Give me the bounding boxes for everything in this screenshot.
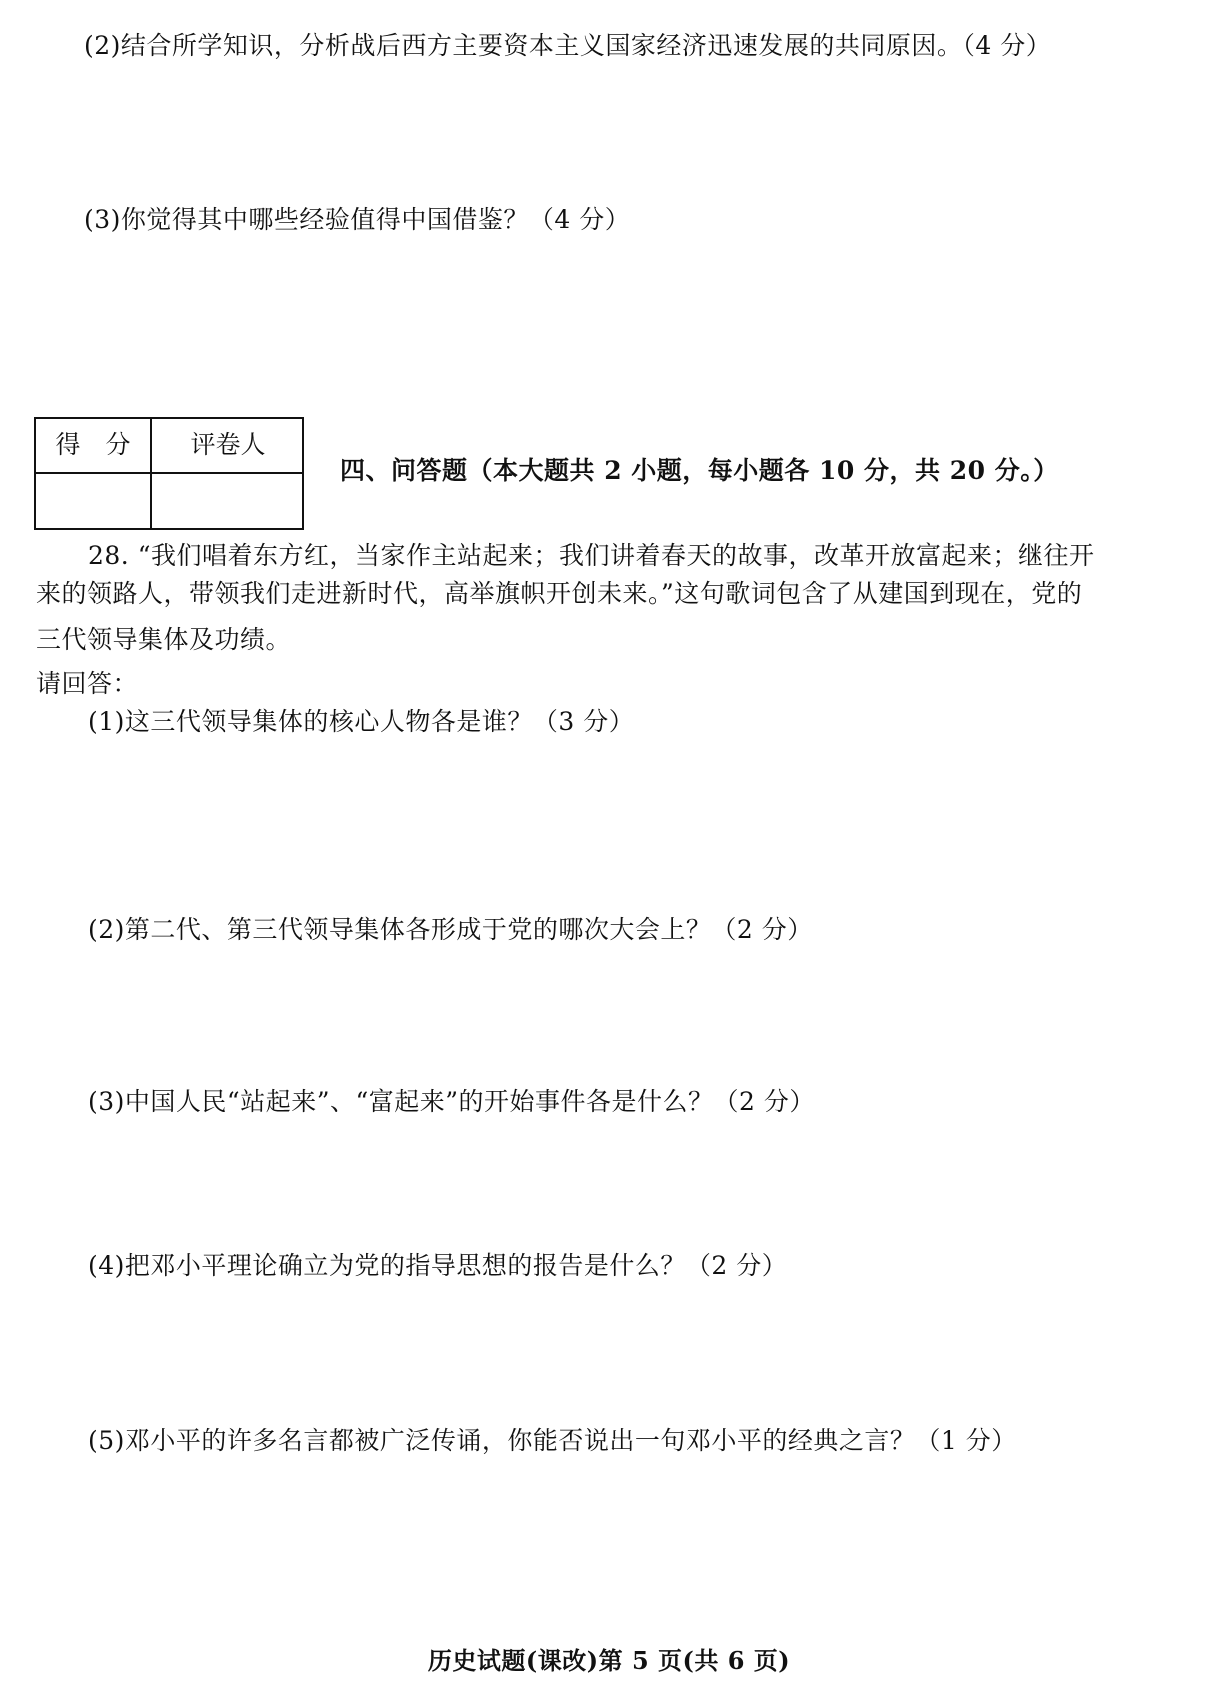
question-3-text: (3)你觉得其中哪些经验值得中国借鉴？（4 分）	[84, 205, 631, 234]
question-28-stem-line-3: 三代领导集体及功绩。	[36, 625, 292, 654]
question-28-sub-5: (5)邓小平的许多名言都被广泛传诵，你能否说出一句邓小平的经典之言？（1 分）	[88, 1426, 1017, 1455]
section-4-title: 四、问答题（本大题共 2 小题，每小题各 10 分，共 20 分。）	[340, 456, 1059, 485]
question-28-stem-line-2: 来的领路人，带领我们走进新时代，高举旗帜开创未来。”这句歌词包含了从建国到现在，党的	[36, 579, 1083, 608]
question-28-prompt: 请回答：	[36, 669, 139, 698]
question-28-stem-line-1: 28. “我们唱着东方红，当家作主站起来；我们讲着春天的故事，改革开放富起来；继往开	[88, 541, 1095, 570]
grader-input-cell[interactable]	[152, 474, 304, 530]
question-28-sub-1: (1)这三代领导集体的核心人物各是谁？（3 分）	[88, 707, 635, 736]
question-28-sub-3: (3)中国人民“站起来”、“富起来”的开始事件各是什么？（2 分）	[88, 1087, 815, 1116]
question-28-sub-4: (4)把邓小平理论确立为党的指导思想的报告是什么？（2 分）	[88, 1251, 788, 1280]
question-2-text: (2)结合所学知识，分析战后西方主要资本主义国家经济迅速发展的共同原因。（4 分）	[84, 31, 1052, 60]
page-footer: 历史试题(课改)第 5 页(共 6 页)	[427, 1646, 791, 1675]
score-input-cell[interactable]	[36, 474, 150, 530]
score-box	[34, 417, 304, 530]
grader-label: 评卷人	[190, 430, 266, 459]
score-label: 得 分	[55, 430, 131, 459]
question-28-sub-2: (2)第二代、第三代领导集体各形成于党的哪次大会上？（2 分）	[88, 915, 813, 944]
